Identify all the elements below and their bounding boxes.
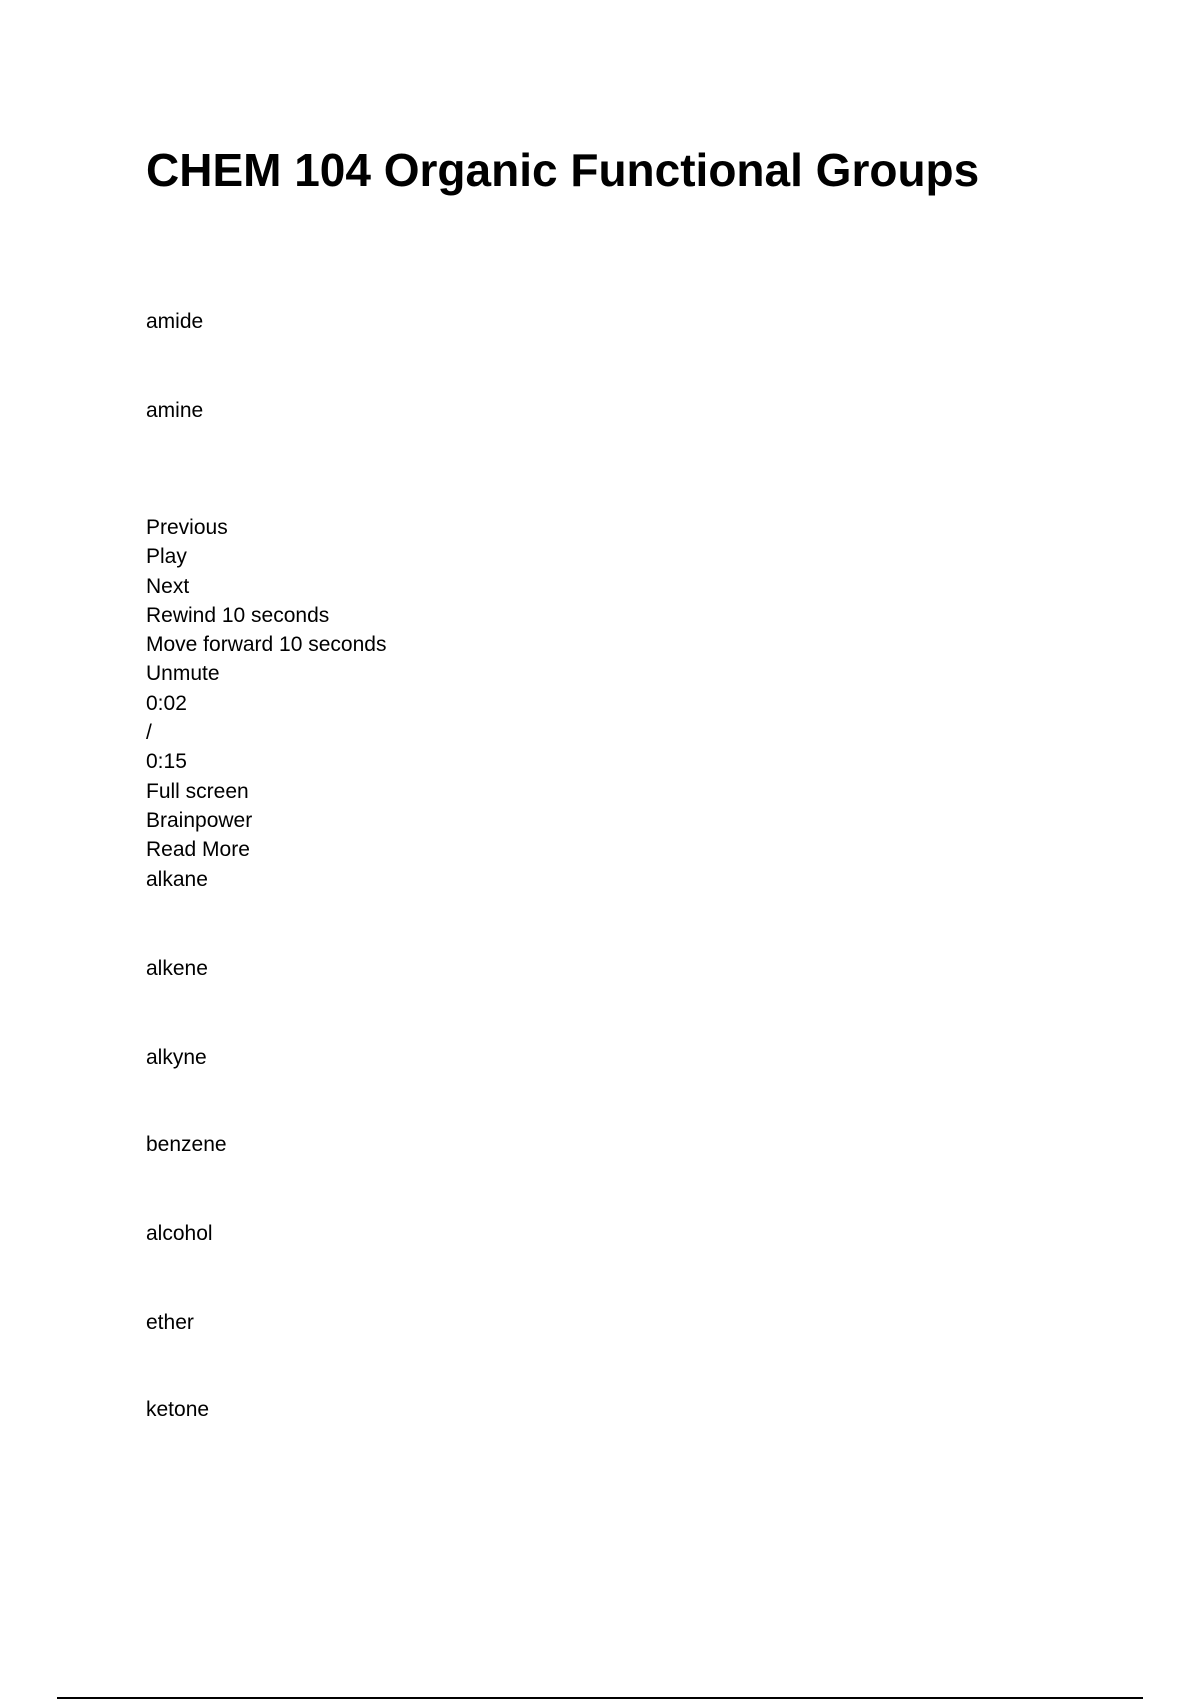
term-amine: amine [146, 399, 204, 422]
term-ether: ether [146, 1311, 194, 1334]
previous-button[interactable]: Previous [146, 516, 228, 539]
term-amide: amide [146, 310, 204, 333]
read-more-link[interactable]: Read More [146, 838, 250, 862]
term-benzene: benzene [146, 1133, 227, 1156]
next-button[interactable]: Next [146, 574, 190, 598]
brand-label[interactable]: Brainpower [146, 808, 253, 832]
fullscreen-button[interactable]: Full screen [146, 779, 249, 803]
duration: 0:15 [146, 750, 187, 774]
unmute-button[interactable]: Unmute [146, 662, 220, 686]
term-alcohol: alcohol [146, 1222, 213, 1245]
term-alkene: alkene [146, 957, 208, 980]
rewind-10-button[interactable]: Rewind 10 seconds [146, 603, 330, 627]
time-separator: / [146, 721, 152, 745]
current-time: 0:02 [146, 691, 187, 715]
term-alkane: alkane [146, 868, 208, 891]
play-button[interactable]: Play [146, 545, 187, 569]
video-player-controls [146, 513, 386, 865]
page-title: CHEM 104 Organic Functional Groups [146, 144, 980, 196]
term-ketone: ketone [146, 1398, 210, 1421]
forward-10-button[interactable]: Move forward 10 seconds [146, 633, 387, 657]
bottom-rule [57, 1697, 1143, 1699]
term-alkyne: alkyne [146, 1046, 207, 1069]
